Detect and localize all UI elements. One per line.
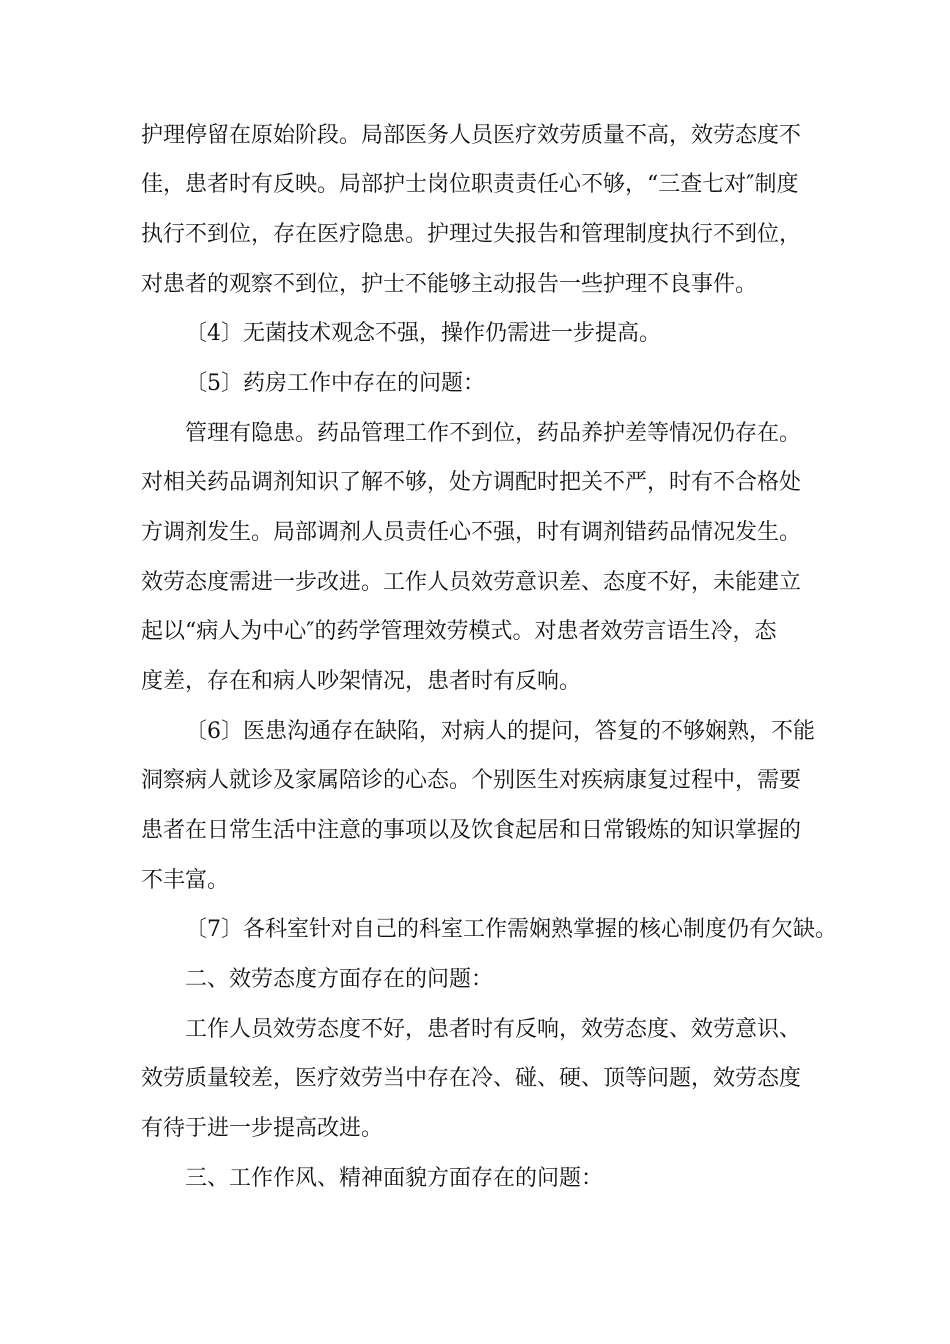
paragraph-line: 起以“病人为中心″的药学管理效劳模式。对患者效劳言语生冷，态 [141, 619, 777, 644]
paragraph-line: 患者在日常生活中注意的事项以及饮食起居和日常锻炼的知识掌握的 [141, 818, 802, 843]
list-item-6: 〔6〕医患沟通存在缺陷，对病人的提问，答复的不够娴熟，不能 [185, 719, 815, 744]
section-heading-3: 三、工作作风、精神面貌方面存在的问题： [185, 1166, 604, 1191]
paragraph-line: 佳，患者时有反映。局部护士岗位职责责任心不够，“三查七对″制度 [141, 172, 799, 197]
list-item-7: 〔7〕各科室针对自己的科室工作需娴熟掌握的核心制度仍有欠缺。 [185, 917, 837, 942]
paragraph-line: 度差，存在和病人吵架情况，患者时有反响。 [141, 669, 582, 694]
paragraph-line: 有待于进一步提高改进。 [141, 1116, 384, 1141]
paragraph-line: 效劳质量较差，医疗效劳当中存在冷、碰、硬、顶等问题，效劳态度 [141, 1066, 802, 1091]
paragraph-line: 管理有隐患。药品管理工作不到位，药品养护差等情况仍存在。 [185, 421, 802, 446]
paragraph-line: 对患者的观察不到位，护士不能够主动报告一些护理不良事件。 [141, 272, 758, 297]
paragraph-line: 不丰富。 [141, 868, 230, 893]
paragraph-line: 对相关药品调剂知识了解不够，处方调配时把关不严，时有不合格处 [141, 470, 802, 495]
paragraph-line: 工作人员效劳态度不好，患者时有反响，效劳态度、效劳意识、 [185, 1017, 802, 1042]
paragraph-line: 洞察病人就诊及家属陪诊的心态。个别医生对疾病康复过程中，需要 [141, 768, 802, 793]
paragraph-line: 效劳态度需进一步改进。工作人员效劳意识差、态度不好，未能建立 [141, 570, 802, 595]
paragraph-line: 护理停留在原始阶段。局部医务人员医疗效劳质量不高，效劳态度不 [141, 123, 802, 148]
list-item-4: 〔4〕无菌技术观念不强，操作仍需进一步提高。 [185, 321, 661, 346]
section-heading-2: 二、效劳态度方面存在的问题： [185, 967, 494, 992]
paragraph-line: 执行不到位，存在医疗隐患。护理过失报告和管理制度执行不到位， [141, 222, 802, 247]
paragraph-line: 方调剂发生。局部调剂人员责任心不强，时有调剂错药品情况发生。 [141, 520, 802, 545]
list-item-5: 〔5〕药房工作中存在的问题： [185, 371, 485, 396]
